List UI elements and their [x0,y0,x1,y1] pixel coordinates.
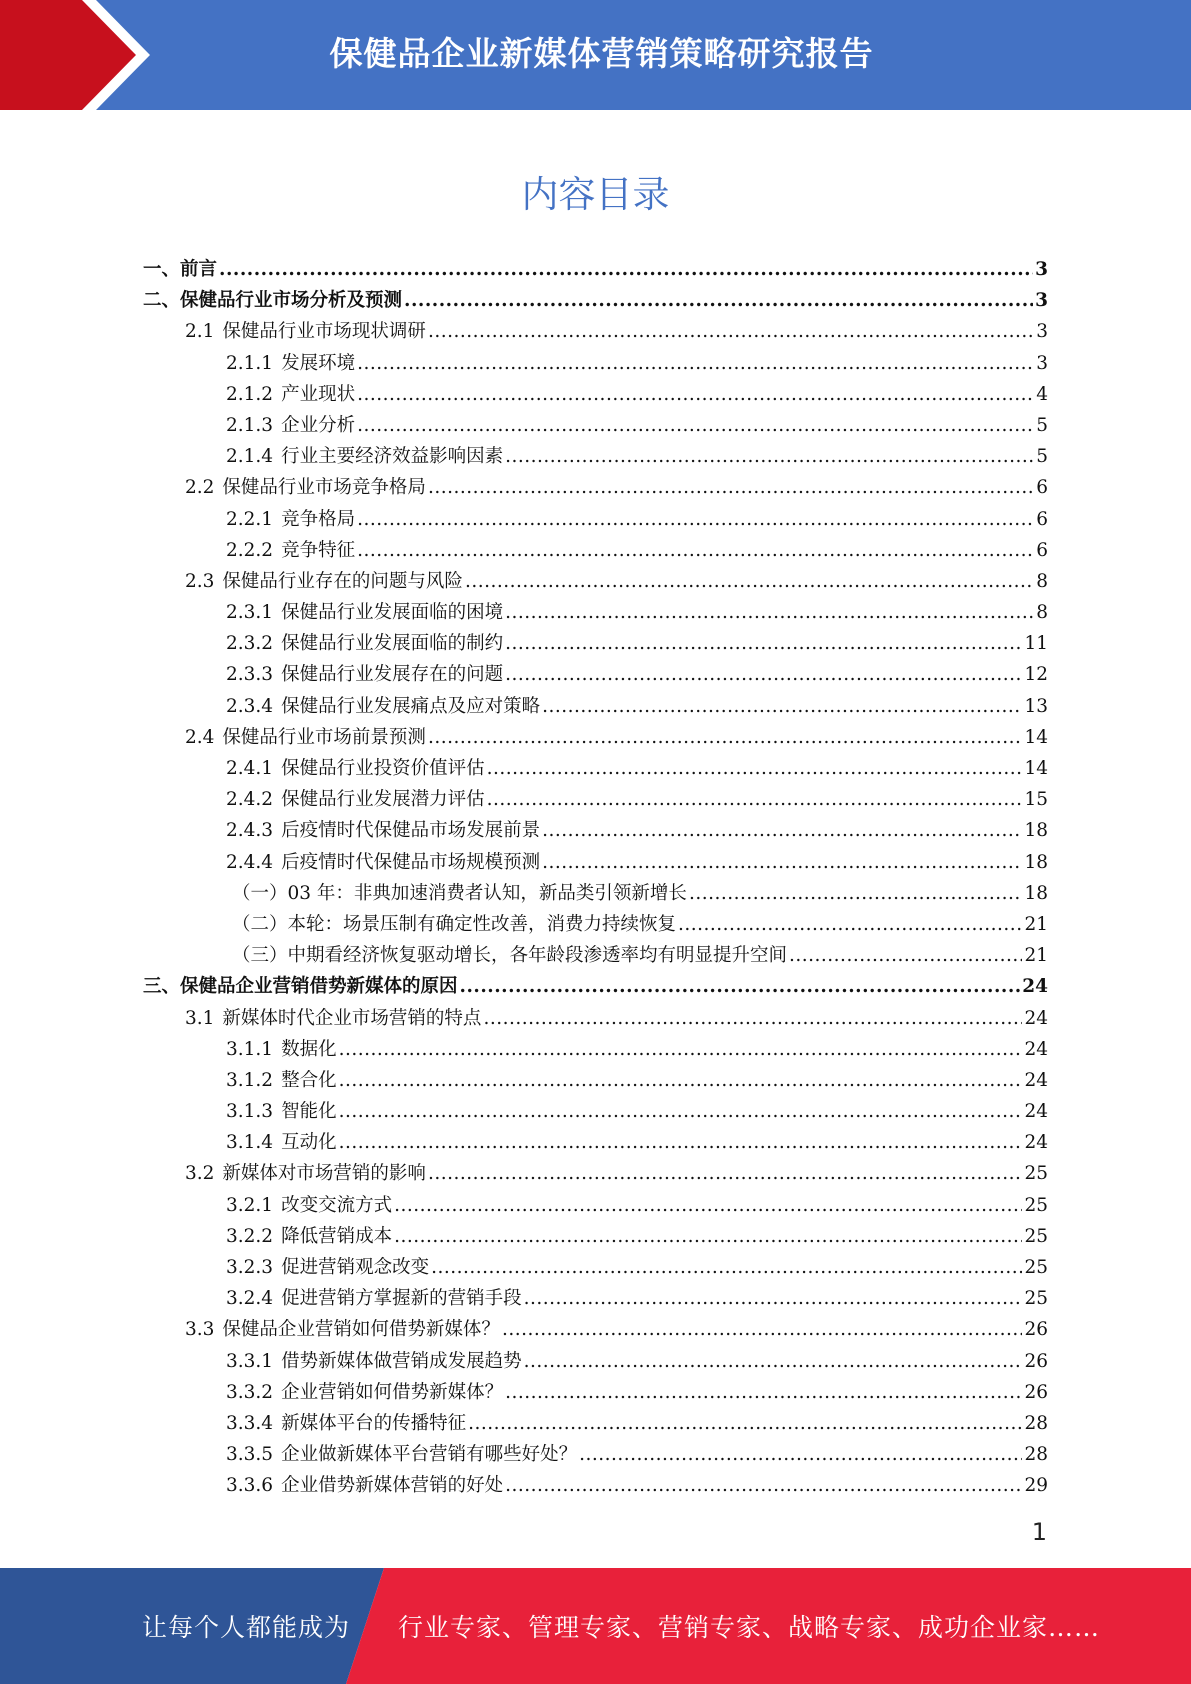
toc-leader-dots [505,1377,1022,1408]
toc-leader-dots [502,1314,1023,1345]
toc-entry[interactable] [143,1439,1048,1470]
toc-entry-page: 26 [1024,1319,1048,1341]
toc-entry[interactable] [143,847,1048,878]
toc-entry-title: （三）中期看经济恢复驱动增长，各年龄段渗透率均有明显提升空间 [232,945,788,967]
toc-entry-page: 3 [1035,290,1048,312]
toc-entry-page: 3 [1035,259,1048,280]
toc-entry[interactable] [143,1283,1048,1314]
toc-entry-title: 保健品行业发展面临的困境 [281,602,504,624]
toc-entry-page: 24 [1024,1101,1048,1123]
toc-entry[interactable] [143,1221,1048,1252]
toc-leader-dots [465,566,1034,597]
toc-entry[interactable] [143,1470,1048,1501]
toc-entry[interactable] [143,254,1048,285]
toc-entry-title: 三、保健品企业营销借势新媒体的原因 [143,976,458,998]
toc-entry[interactable] [143,472,1048,503]
toc-entry[interactable] [143,1003,1048,1034]
toc-leader-dots [404,285,1033,316]
toc-entry-page: 24 [1024,1069,1048,1091]
toc-entry[interactable] [143,410,1048,441]
toc-leader-dots [394,1190,1022,1221]
toc-entry-number: 2.1 [185,321,215,343]
toc-leader-dots [339,1127,1023,1158]
toc-entry-page: 6 [1036,539,1048,561]
toc-entry-number: 2.1.2 [226,383,274,405]
toc-entry-title: 新媒体平台的传播特征 [281,1412,467,1434]
toc-entry-title: 企业做新媒体平台营销有哪些好处？ [281,1444,578,1466]
toc-leader-dots [357,379,1034,410]
toc-entry-page: 6 [1036,508,1048,530]
toc-entry-title: 促进营销方掌握新的营销手段 [281,1288,522,1310]
toc-entry[interactable] [143,628,1048,659]
toc-entry[interactable] [143,285,1048,316]
toc-leader-dots [505,659,1022,690]
toc-entry-number: 3.2.2 [226,1225,274,1247]
toc-entry-page: 25 [1024,1194,1048,1216]
toc-entry-title: 保健品行业发展面临的制约 [281,633,504,655]
toc-entry-title: 竞争特征 [281,539,356,561]
toc-entry[interactable] [143,504,1048,535]
report-title: 保健品企业新媒体营销策略研究报告 [329,34,874,73]
toc-entry-page: 29 [1024,1475,1048,1497]
toc-entry-page: 26 [1024,1350,1048,1372]
toc-entry[interactable] [143,691,1048,722]
toc-leader-dots [357,504,1034,535]
toc-entry-title: 智能化 [281,1101,337,1123]
toc-entry-number: 3.2.4 [226,1288,274,1310]
toc-entry-number: 2.4.3 [226,820,274,842]
toc-entry-page: 26 [1024,1381,1048,1403]
toc-entry-page: 24 [1022,976,1048,998]
toc-leader-dots [505,1470,1022,1501]
toc-leader-dots [542,691,1022,722]
toc-entry[interactable] [143,971,1048,1002]
toc-leader-dots [468,1408,1022,1439]
toc-entry-number: 2.3 [185,570,215,592]
toc-entry-page: 5 [1036,446,1048,468]
toc-entry-page: 25 [1024,1163,1048,1185]
toc-leader-dots [339,1096,1023,1127]
toc-entry-number: 2.3.1 [226,602,274,624]
toc-entry[interactable] [143,878,1048,909]
toc-entry-number: 3.1 [185,1007,215,1029]
toc-entry[interactable] [143,535,1048,566]
toc-leader-dots [505,597,1034,628]
toc-entry-page: 8 [1036,570,1048,592]
toc-leader-dots [524,1346,1023,1377]
toc-entry-number: 3.1.4 [226,1132,274,1154]
toc-entry-title: 行业主要经济效益影响因素 [281,446,504,468]
toc-entry-page: 12 [1024,664,1048,686]
toc-entry[interactable] [143,597,1048,628]
toc-entry-number: 3.2.1 [226,1194,274,1216]
toc-entry[interactable] [143,1158,1048,1189]
toc-entry-page: 3 [1036,321,1048,343]
toc-leader-dots [428,316,1034,347]
toc-entry-page: 8 [1036,602,1048,624]
toc-entry-page: 24 [1024,1038,1048,1060]
toc-entry[interactable] [143,815,1048,846]
toc-entry-title: 发展环境 [281,352,356,374]
toc-leader-dots [678,909,1022,940]
toc-entry-number: 2.4.2 [226,789,274,811]
toc-leader-dots [339,1065,1023,1096]
toc-entry[interactable] [143,1127,1048,1158]
toc-entry-page: 18 [1024,820,1048,842]
toc-entry-number: 3.3.2 [226,1381,274,1403]
toc-entry-title: 促进营销观念改变 [281,1257,430,1278]
toc-entry-title: 保健品企业营销如何借势新媒体？ [222,1319,500,1341]
toc-leader-dots [483,1003,1022,1034]
toc-leader-dots [505,628,1022,659]
toc-entry-title: 企业分析 [281,414,356,436]
toc-entry-number: 3.3.6 [226,1475,274,1497]
toc-entry-number: 3.1.3 [226,1101,274,1123]
toc-leader-dots [505,441,1034,472]
toc-leader-dots [357,348,1034,379]
toc-entry[interactable] [143,1346,1048,1377]
toc-entry-number: 3.1.1 [226,1038,274,1060]
toc-leader-dots [357,410,1034,441]
toc-entry-page: 25 [1024,1257,1048,1278]
toc-entry-title: 保健品行业投资价值评估 [281,758,485,779]
toc-entry-title: 保健品行业发展痛点及应对策略 [281,695,541,717]
toc-entry-title: 整合化 [281,1069,337,1091]
toc-entry-page: 18 [1024,851,1048,873]
footer-slogan-right: 行业专家、管理专家、营销专家、战略专家、成功企业家…… [398,1613,1101,1642]
toc-leader-dots [357,535,1034,566]
toc-entry-number: 2.4 [185,726,215,748]
toc-entry-title: 保健品行业发展潜力评估 [281,789,485,811]
toc-entry[interactable] [143,1314,1048,1345]
toc-entry-page: 11 [1024,633,1048,655]
toc-entry-number: 3.2.3 [226,1257,274,1278]
toc-entry[interactable] [143,316,1048,347]
toc-entry[interactable] [143,566,1048,597]
toc-entry[interactable] [143,1034,1048,1065]
toc-entry[interactable] [143,753,1048,784]
toc-entry-page: 24 [1024,1007,1048,1029]
toc-entry-page: 14 [1024,758,1048,779]
toc-entry[interactable] [143,1377,1048,1408]
toc-entry-number: 2.3.4 [226,695,274,717]
toc-leader-dots [339,1034,1023,1065]
toc-leader-dots [219,254,1033,285]
toc-entry-page: 4 [1036,383,1048,405]
toc-leader-dots [428,722,1023,753]
toc-entry[interactable] [143,909,1048,940]
toc-entry-title: 保健品行业存在的问题与风险 [222,570,463,592]
toc-leader-dots [428,1158,1023,1189]
toc-entry-number: 2.2.2 [226,539,274,561]
toc-entry-title: 新媒体对市场营销的影响 [222,1163,426,1185]
toc-entry-page: 28 [1024,1444,1048,1466]
toc-entry-number: 2.2 [185,477,215,499]
toc-entry[interactable] [143,1065,1048,1096]
toc-entry[interactable] [143,348,1048,379]
toc-entry-title: 新媒体时代企业市场营销的特点 [222,1007,482,1029]
toc-entry[interactable] [143,940,1048,971]
toc-entry[interactable] [143,659,1048,690]
toc-leader-dots [579,1439,1022,1470]
toc-entry-number: 2.2.1 [226,508,274,530]
toc-entry-page: 5 [1036,414,1048,436]
toc-leader-dots [487,753,1023,784]
footer-slogan-left: 让每个人都能成为 [142,1613,351,1642]
toc-entry[interactable] [143,379,1048,410]
toc-entry-title: 保健品行业市场现状调研 [222,321,426,343]
toc-entry-number: 3.3.1 [226,1350,274,1372]
toc-entry-page: 3 [1036,352,1048,374]
toc-entry-page: 13 [1024,695,1048,717]
toc-leader-dots [542,815,1022,846]
toc-entry-number: 3.3 [185,1319,215,1341]
toc-entry[interactable] [143,1252,1048,1283]
toc-entry-page: 25 [1024,1288,1048,1310]
toc-entry-title: 一、前言 [143,259,218,280]
toc-entry-title: （二）本轮：场景压制有确定性改善，消费力持续恢复 [232,913,677,935]
toc-entry-title: 借势新媒体做营销成发展趋势 [281,1350,522,1372]
page-number: 1 [1031,1518,1047,1546]
toc-heading: 内容目录 [521,173,670,216]
toc-leader-dots [689,878,1023,909]
toc-entry[interactable] [143,784,1048,815]
toc-entry-page: 24 [1024,1132,1048,1154]
toc-entry-title: 保健品行业发展存在的问题 [281,664,504,686]
toc-entry-title: 后疫情时代保健品市场规模预测 [281,851,541,873]
toc-leader-dots [428,472,1034,503]
toc-entry-page: 15 [1024,789,1048,811]
toc-entry-title: 改变交流方式 [281,1194,393,1216]
page-footer [0,1568,1191,1684]
toc-entry-title: 后疫情时代保健品市场发展前景 [281,820,541,842]
toc-entry[interactable] [143,1408,1048,1439]
toc-entry-page: 28 [1024,1412,1048,1434]
toc-entry-title: 保健品行业市场前景预测 [222,726,426,748]
toc-entry-title: 企业营销如何借势新媒体？ [281,1381,504,1403]
toc-entry-number: 3.3.5 [226,1444,274,1466]
toc-leader-dots [542,847,1022,878]
toc-entry-number: 3.2 [185,1163,215,1185]
toc-entry-title: 数据化 [281,1038,337,1060]
toc-entry-page: 14 [1024,726,1048,748]
toc-entry-number: 3.1.2 [226,1069,274,1091]
toc-entry-title: 降低营销成本 [281,1225,393,1247]
toc-entry-title: （一）03 年：非典加速消费者认知，新品类引领新增长 [232,882,687,904]
toc-entry-page: 21 [1024,945,1048,967]
toc-leader-dots [431,1252,1022,1283]
toc-entry-number: 2.3.3 [226,664,274,686]
toc-entry[interactable] [143,722,1048,753]
toc-leader-dots [460,971,1021,1002]
page-header [0,0,1191,110]
toc-entry-page: 18 [1024,882,1048,904]
toc-entry-number: 3.3.4 [226,1412,274,1434]
toc-entry-page: 25 [1024,1225,1048,1247]
toc-entry[interactable] [143,441,1048,472]
toc-entry-number: 2.4.1 [226,758,274,779]
toc-leader-dots [487,784,1023,815]
toc-entry-title: 企业借势新媒体营销的好处 [281,1475,504,1497]
toc-entry-number: 2.1.3 [226,414,274,436]
table-of-contents [143,254,1048,1502]
toc-leader-dots [524,1283,1023,1314]
toc-entry-page: 21 [1024,913,1048,935]
toc-leader-dots [394,1221,1022,1252]
toc-entry-number: 2.1.1 [226,352,274,374]
toc-entry-number: 2.1.4 [226,446,274,468]
toc-leader-dots [789,940,1022,971]
toc-entry-page: 6 [1036,477,1048,499]
toc-entry-number: 2.3.2 [226,633,274,655]
toc-entry-title: 产业现状 [281,383,356,405]
toc-entry[interactable] [143,1190,1048,1221]
toc-entry-title: 保健品行业市场竞争格局 [222,477,426,499]
toc-entry[interactable] [143,1096,1048,1127]
toc-entry-title: 竞争格局 [281,508,356,530]
toc-entry-title: 互动化 [281,1132,337,1154]
toc-entry-title: 二、保健品行业市场分析及预测 [143,290,403,312]
toc-entry-number: 2.4.4 [226,851,274,873]
